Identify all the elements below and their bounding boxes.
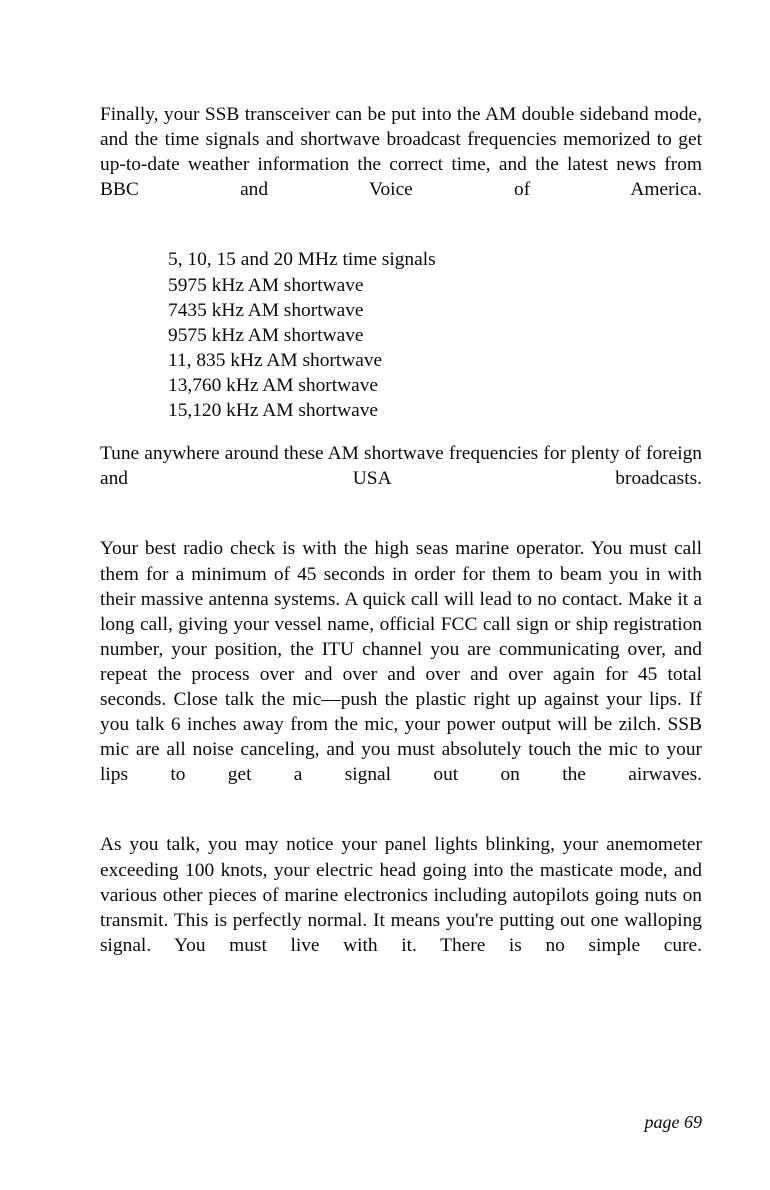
paragraph-intro: Finally, your SSB transceiver can be put into the AM double sideband mode, and the time signals and shortwave broadcast frequencies memorized to get up-to-date weather information the correct time, and the latest news from BBC and Voice of America. bbox=[100, 104, 702, 201]
page-body bbox=[100, 102, 702, 1003]
paragraph-interference: As you talk, you may notice your panel lights blinking, your anemometer exceeding 100 knots, your electric head going into the masticate mode, and various other pieces of marine electronics including autopilots going nuts on transmit. This is perfectly normal. It means you're putting out one walloping signal. You must live with it. There is no simple cure. bbox=[100, 834, 702, 956]
list-item: 13,760 kHz AM shortwave bbox=[168, 374, 379, 396]
list-item: 5, 10, 15 and 20 MHz time signals bbox=[168, 249, 436, 271]
list-item: 9575 kHz AM shortwave bbox=[168, 324, 364, 346]
list-item: 15,120 kHz AM shortwave bbox=[168, 400, 379, 422]
page-number-footer: page 69 bbox=[644, 1112, 702, 1132]
frequency-list bbox=[100, 247, 702, 423]
list-item: 11, 835 kHz AM shortwave bbox=[168, 349, 383, 371]
list-item: 7435 kHz AM shortwave bbox=[168, 299, 364, 321]
paragraph-tune: Tune anywhere around these AM shortwave frequencies for plenty of foreign and USA broadcasts. bbox=[100, 443, 702, 490]
list-item: 5975 kHz AM shortwave bbox=[168, 274, 364, 296]
paragraph-radio-check: Your best radio check is with the high seas marine operator. You must call them for a minimum of 45 seconds in order for them to beam you in with their massive antenna systems. A quick call will lead to no contact. Make it a long call, giving your vessel name, official FCC call sign or ship registration number, your position, the ITU channel you are communicating over, and repeat the process over and over and over and over again for 45 total seconds. Close talk the mic—push the plastic right up against your lips. If you talk 6 inches away from the mic, your power output will be zilch. SSB mic are all noise canceling, and you must absolutely touch the mic to your lips to get a signal out on the airwaves. bbox=[100, 538, 702, 786]
